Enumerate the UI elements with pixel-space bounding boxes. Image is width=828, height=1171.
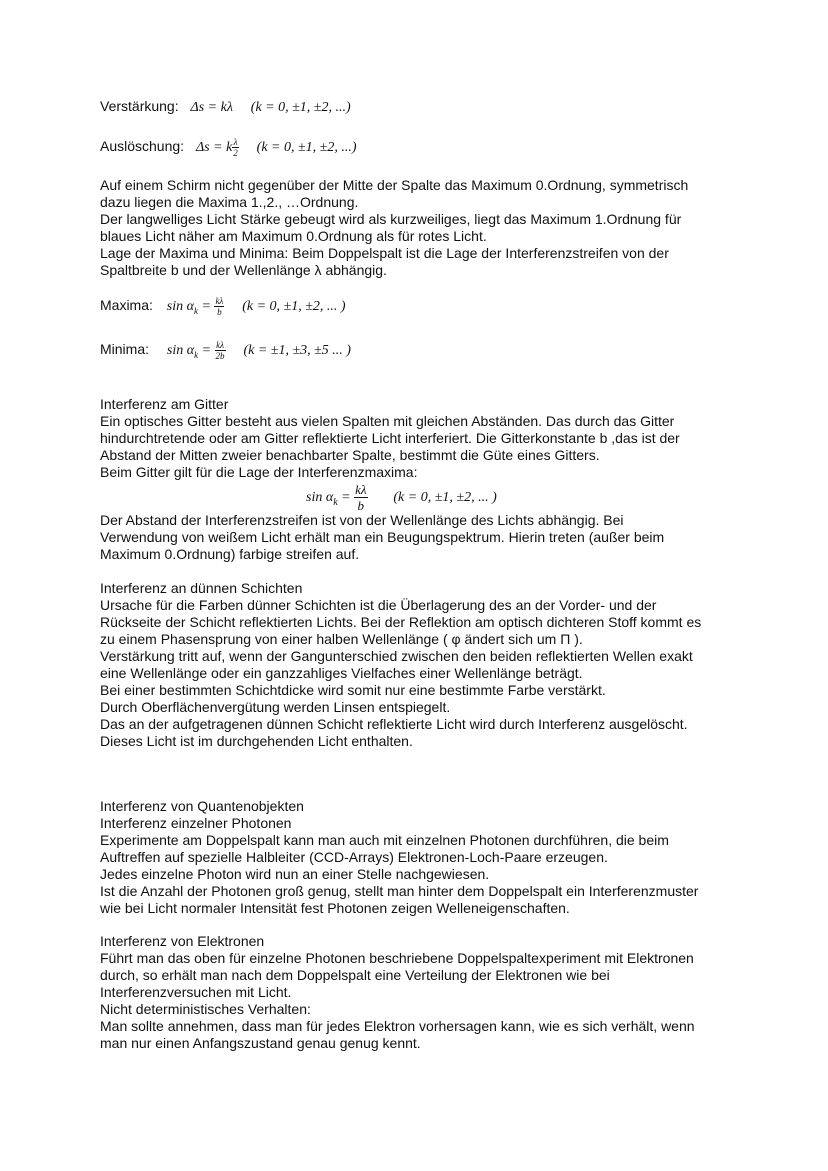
formula-condition: (k = 0, ±1, ±2, ... ) bbox=[242, 299, 346, 314]
fraction-denominator: b bbox=[354, 497, 367, 513]
formula-condition: (k = 0, ±1, ±2, ...) bbox=[250, 100, 351, 115]
text-line: wie bei Licht normaler Intensität fest Photonen zeigen Welleneigenschaften. bbox=[100, 900, 570, 916]
section-elektronen bbox=[100, 933, 740, 1052]
fraction-denominator: 2b bbox=[215, 350, 225, 361]
formula-condition: (k = ±1, ±3, ±5 ... ) bbox=[243, 343, 351, 358]
formula-equals: = bbox=[337, 490, 355, 505]
formula-condition: (k = 0, ±1, ±2, ...) bbox=[256, 140, 357, 155]
text-line: Lage der Maxima und Minima: Beim Doppelspalt ist die Lage der Interferenzstreifen von der bbox=[100, 245, 669, 261]
formula-fraction bbox=[232, 137, 239, 158]
formula-lhs: sin α bbox=[166, 299, 194, 314]
text-line: durch, so erhält man nach dem Doppelspalt eine Verteilung der Elektronen wie bei bbox=[100, 967, 610, 983]
section-heading: Interferenz von Elektronen bbox=[100, 933, 265, 949]
formula-lhs: sin α bbox=[306, 490, 334, 505]
text-line: Führt man das oben für einzelne Photonen beschriebene Doppelspaltexperiment mit Elektronen bbox=[100, 950, 694, 966]
text-line: Nicht deterministisches Verhalten: bbox=[100, 1001, 311, 1017]
text-line: Jedes einzelne Photon wird nun an einer Stelle nachgewiesen. bbox=[100, 866, 490, 882]
fraction-numerator: kλ bbox=[216, 339, 224, 350]
formula-label: Maxima: bbox=[100, 297, 153, 313]
formula-fraction bbox=[354, 482, 367, 513]
formula-equals: = bbox=[197, 299, 215, 314]
section-duenne-schichten bbox=[100, 580, 740, 750]
paragraph-gitter-spektrum bbox=[100, 512, 740, 563]
text-line: Ursache für die Farben dünner Schichten ist die Überlagerung des an der Vorder- und der bbox=[100, 597, 657, 613]
formula-lhs: sin α bbox=[166, 343, 195, 358]
section-gitter bbox=[100, 396, 740, 481]
formula-minima bbox=[100, 337, 351, 361]
text-line: Abstand der Mitten zweier benachbarter Spalte, bestimmt die Güte eines Gitters. bbox=[100, 447, 600, 463]
text-line: Experimente am Doppelspalt kann man auch mit einzelnen Photonen durchführen, die beim bbox=[100, 832, 669, 848]
text-line: Verwendung von weißem Licht erhält man ein Beugungspektrum. Hierin treten (außer beim bbox=[100, 529, 665, 545]
fraction-numerator: kλ bbox=[215, 295, 224, 306]
text-line: zu einem Phasensprung von einer halben Wellenlänge ( φ ändert sich um Π ). bbox=[100, 631, 583, 647]
formula-label: Verstärkung: bbox=[100, 98, 179, 114]
fraction-denominator: 2 bbox=[233, 147, 238, 158]
formula-fraction bbox=[215, 340, 226, 361]
fraction-numerator: kλ bbox=[355, 481, 367, 497]
formula-label: Auslöschung: bbox=[100, 138, 185, 154]
text-line: Der langwelliges Licht Stärke gebeugt wird als kurzweiliges, liegt das Maximum 1.Ordnung für bbox=[100, 211, 682, 227]
text-line: Das an der aufgetragenen dünnen Schicht reflektierte Licht wird durch Interferenz ausgelöscht. bbox=[100, 716, 688, 732]
text-line: Ist die Anzahl der Photonen groß genug, stellt man hinter dem Doppelspalt ein Interferenzmuster bbox=[100, 883, 699, 899]
text-line: Der Abstand der Interferenzstreifen ist von der Wellenlänge des Lichts abhängig. Bei bbox=[100, 512, 624, 528]
formula-label: Minima: bbox=[100, 341, 150, 357]
text-line: Bei einer bestimmten Schichtdicke wird somit nur eine bestimmte Farbe verstärkt. bbox=[100, 682, 606, 698]
formula-equals: = bbox=[198, 343, 215, 358]
formula-ausloeschung bbox=[100, 134, 357, 158]
fraction-numerator: λ bbox=[233, 136, 238, 147]
section-heading: Interferenz von Quantenobjekten bbox=[100, 798, 304, 814]
text-line: Beim Gitter gilt für die Lage der Interferenzmaxima: bbox=[100, 464, 418, 480]
text-line: eine Wellenlänge oder ein ganzzahliges Vielfaches einer Wellenlänge beträgt. bbox=[100, 665, 583, 681]
formula-lhs: Δs = k bbox=[195, 140, 233, 155]
text-line: Interferenzversuchen mit Licht. bbox=[100, 984, 292, 1000]
formula-equation: Δs = kλ bbox=[190, 100, 233, 115]
fraction-denominator: b bbox=[214, 306, 224, 317]
formula-condition: (k = 0, ±1, ±2, ... ) bbox=[393, 490, 497, 505]
formula-fraction bbox=[214, 296, 224, 317]
text-line: man nur einen Anfangszustand genau genug kennt. bbox=[100, 1035, 421, 1051]
section-quantenobjekte bbox=[100, 798, 740, 917]
text-line: Spaltbreite b und der Wellenlänge λ abhängig. bbox=[100, 262, 387, 278]
text-line: Auftreffen auf spezielle Halbleiter (CCD-Arrays) Elektronen-Loch-Paare erzeugen. bbox=[100, 849, 608, 865]
section-heading: Interferenz an dünnen Schichten bbox=[100, 580, 303, 596]
formula-maxima bbox=[100, 293, 346, 317]
text-line: dazu liegen die Maxima 1.,2., …Ordnung. bbox=[100, 194, 359, 210]
paragraph-doppelspalt bbox=[100, 177, 740, 279]
text-line: Dieses Licht ist im durchgehenden Licht enthalten. bbox=[100, 733, 413, 749]
formula-subscript: k bbox=[193, 305, 198, 316]
subsection-heading: Interferenz einzelner Photonen bbox=[100, 815, 292, 831]
text-line: Durch Oberflächenvergütung werden Linsen entspiegelt. bbox=[100, 699, 451, 715]
text-line: Man sollte annehmen, dass man für jedes Elektron vorhersagen kann, wie es sich verhält, wenn bbox=[100, 1018, 695, 1034]
text-line: Verstärkung tritt auf, wenn der Gangunterschied zwischen den beiden reflektierten Wellen exakt bbox=[100, 648, 693, 664]
text-line: hindurchtretende oder am Gitter reflektierte Licht interferiert. Die Gitterkonstante b ,das ist der bbox=[100, 430, 680, 446]
formula-gitter bbox=[306, 478, 497, 514]
formula-subscript: k bbox=[333, 496, 338, 508]
formula-verstaerkung bbox=[100, 94, 351, 118]
formula-subscript: k bbox=[194, 349, 199, 360]
section-heading: Interferenz am Gitter bbox=[100, 396, 229, 412]
text-line: blaues Licht näher am Maximum 0.Ordnung als für rotes Licht. bbox=[100, 228, 487, 244]
text-line: Ein optisches Gitter besteht aus vielen Spalten mit gleichen Abständen. Das durch das Gitter bbox=[100, 413, 675, 429]
text-line: Maximum 0.Ordnung) farbige streifen auf. bbox=[100, 546, 360, 562]
text-line: Auf einem Schirm nicht gegenüber der Mitte der Spalte das Maximum 0.Ordnung, symmetrisch bbox=[100, 177, 689, 193]
text-line: Rückseite der Schicht reflektierten Lichts. Bei der Reflektion am optisch dichteren Stoff kommt es bbox=[100, 614, 702, 630]
